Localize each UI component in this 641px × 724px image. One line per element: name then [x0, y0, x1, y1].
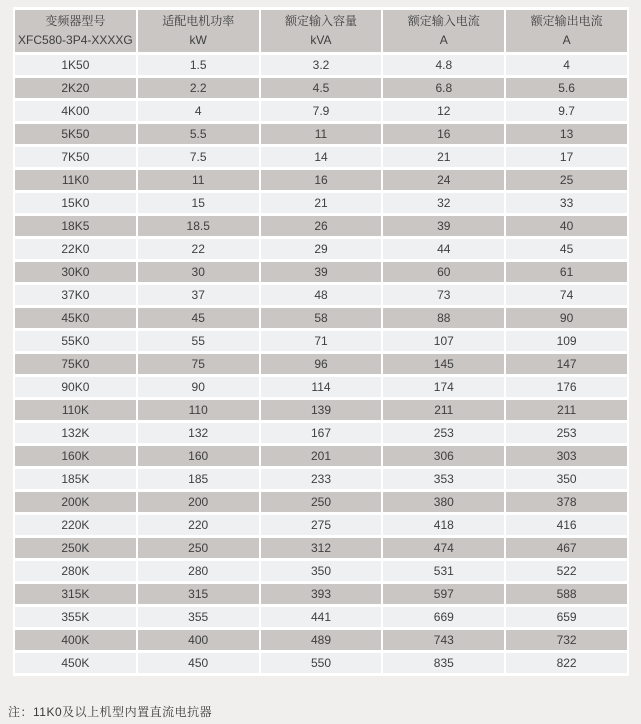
value-cell: 160 [138, 446, 259, 466]
value-cell: 474 [383, 538, 504, 558]
column-header [261, 10, 382, 52]
value-cell: 25 [506, 170, 627, 190]
value-cell: 75 [138, 354, 259, 374]
table-row [15, 285, 627, 305]
column-title: 适配电机功率 [162, 14, 235, 28]
value-cell: 211 [383, 400, 504, 420]
table-row [15, 515, 627, 535]
value-cell: 306 [383, 446, 504, 466]
model-cell: 15K0 [15, 193, 136, 213]
value-cell: 7.9 [261, 101, 382, 121]
column-title: 额定输入容量 [284, 14, 357, 28]
table-row [15, 446, 627, 466]
value-cell: 12 [383, 101, 504, 121]
footnote: 注：11K0及以上机型内置直流电抗器 [8, 705, 213, 719]
value-cell: 588 [506, 584, 627, 604]
value-cell: 39 [383, 216, 504, 236]
table-row [15, 331, 627, 351]
model-cell: 1K50 [15, 55, 136, 75]
column-header [15, 10, 136, 52]
model-cell: 37K0 [15, 285, 136, 305]
value-cell: 21 [261, 193, 382, 213]
value-cell: 522 [506, 561, 627, 581]
value-cell: 55 [138, 331, 259, 351]
value-cell: 44 [383, 239, 504, 259]
value-cell: 17 [506, 147, 627, 167]
value-cell: 659 [506, 607, 627, 627]
table-row [15, 262, 627, 282]
column-title: 额定输入电流 [407, 14, 480, 28]
model-cell: 280K [15, 561, 136, 581]
column-unit: XFC580-3P4-XXXXG [18, 33, 133, 47]
table-row [15, 193, 627, 213]
column-unit: A [562, 33, 571, 47]
value-cell: 531 [383, 561, 504, 581]
value-cell: 90 [506, 308, 627, 328]
table-row [15, 55, 627, 75]
value-cell: 58 [261, 308, 382, 328]
value-cell: 315 [138, 584, 259, 604]
value-cell: 355 [138, 607, 259, 627]
value-cell: 40 [506, 216, 627, 236]
model-cell: 45K0 [15, 308, 136, 328]
table-body [15, 55, 627, 673]
table-row [15, 308, 627, 328]
value-cell: 16 [261, 170, 382, 190]
value-cell: 835 [383, 653, 504, 673]
table-row [15, 607, 627, 627]
value-cell: 45 [506, 239, 627, 259]
value-cell: 174 [383, 377, 504, 397]
table-header [15, 10, 627, 52]
value-cell: 71 [261, 331, 382, 351]
value-cell: 30 [138, 262, 259, 282]
model-cell: 250K [15, 538, 136, 558]
value-cell: 550 [261, 653, 382, 673]
value-cell: 400 [138, 630, 259, 650]
value-cell: 96 [261, 354, 382, 374]
table-row [15, 239, 627, 259]
value-cell: 275 [261, 515, 382, 535]
value-cell: 220 [138, 515, 259, 535]
value-cell: 132 [138, 423, 259, 443]
column-header [383, 10, 504, 52]
value-cell: 110 [138, 400, 259, 420]
value-cell: 200 [138, 492, 259, 512]
value-cell: 6.8 [383, 78, 504, 98]
model-cell: 22K0 [15, 239, 136, 259]
model-cell: 315K [15, 584, 136, 604]
value-cell: 303 [506, 446, 627, 466]
table-row [15, 101, 627, 121]
model-cell: 220K [15, 515, 136, 535]
value-cell: 13 [506, 124, 627, 144]
value-cell: 597 [383, 584, 504, 604]
value-cell: 5.5 [138, 124, 259, 144]
value-cell: 107 [383, 331, 504, 351]
table-row [15, 124, 627, 144]
model-cell: 132K [15, 423, 136, 443]
model-cell: 185K [15, 469, 136, 489]
model-cell: 4K00 [15, 101, 136, 121]
value-cell: 139 [261, 400, 382, 420]
value-cell: 250 [261, 492, 382, 512]
value-cell: 312 [261, 538, 382, 558]
model-cell: 75K0 [15, 354, 136, 374]
inverter-spec-table [13, 7, 629, 676]
column-header [138, 10, 259, 52]
value-cell: 16 [383, 124, 504, 144]
value-cell: 353 [383, 469, 504, 489]
value-cell: 90 [138, 377, 259, 397]
model-cell: 5K50 [15, 124, 136, 144]
value-cell: 253 [383, 423, 504, 443]
value-cell: 145 [383, 354, 504, 374]
value-cell: 4 [506, 55, 627, 75]
model-cell: 2K20 [15, 78, 136, 98]
value-cell: 380 [383, 492, 504, 512]
value-cell: 37 [138, 285, 259, 305]
value-cell: 176 [506, 377, 627, 397]
value-cell: 11 [138, 170, 259, 190]
value-cell: 201 [261, 446, 382, 466]
value-cell: 9.7 [506, 101, 627, 121]
table-row [15, 630, 627, 650]
header-row [15, 10, 627, 52]
value-cell: 393 [261, 584, 382, 604]
value-cell: 5.6 [506, 78, 627, 98]
table-row [15, 561, 627, 581]
value-cell: 32 [383, 193, 504, 213]
value-cell: 39 [261, 262, 382, 282]
table-row [15, 147, 627, 167]
value-cell: 743 [383, 630, 504, 650]
value-cell: 378 [506, 492, 627, 512]
value-cell: 489 [261, 630, 382, 650]
value-cell: 45 [138, 308, 259, 328]
value-cell: 732 [506, 630, 627, 650]
value-cell: 21 [383, 147, 504, 167]
model-cell: 90K0 [15, 377, 136, 397]
model-cell: 18K5 [15, 216, 136, 236]
model-cell: 450K [15, 653, 136, 673]
value-cell: 3.2 [261, 55, 382, 75]
value-cell: 418 [383, 515, 504, 535]
value-cell: 441 [261, 607, 382, 627]
value-cell: 4.5 [261, 78, 382, 98]
value-cell: 29 [261, 239, 382, 259]
table-row [15, 469, 627, 489]
value-cell: 211 [506, 400, 627, 420]
value-cell: 1.5 [138, 55, 259, 75]
model-cell: 400K [15, 630, 136, 650]
value-cell: 2.2 [138, 78, 259, 98]
table-row [15, 584, 627, 604]
column-header [506, 10, 627, 52]
value-cell: 48 [261, 285, 382, 305]
value-cell: 253 [506, 423, 627, 443]
value-cell: 416 [506, 515, 627, 535]
value-cell: 350 [506, 469, 627, 489]
value-cell: 280 [138, 561, 259, 581]
table-row [15, 423, 627, 443]
table-row [15, 492, 627, 512]
table-row [15, 354, 627, 374]
model-cell: 7K50 [15, 147, 136, 167]
value-cell: 350 [261, 561, 382, 581]
column-unit: kW [189, 33, 207, 47]
value-cell: 88 [383, 308, 504, 328]
value-cell: 109 [506, 331, 627, 351]
value-cell: 450 [138, 653, 259, 673]
table-row [15, 170, 627, 190]
value-cell: 11 [261, 124, 382, 144]
value-cell: 467 [506, 538, 627, 558]
model-cell: 160K [15, 446, 136, 466]
value-cell: 14 [261, 147, 382, 167]
table-row [15, 377, 627, 397]
value-cell: 61 [506, 262, 627, 282]
table-row [15, 216, 627, 236]
model-cell: 11K0 [15, 170, 136, 190]
value-cell: 60 [383, 262, 504, 282]
model-cell: 200K [15, 492, 136, 512]
value-cell: 74 [506, 285, 627, 305]
table-row [15, 653, 627, 673]
table-row [15, 78, 627, 98]
model-cell: 55K0 [15, 331, 136, 351]
table-row [15, 538, 627, 558]
value-cell: 147 [506, 354, 627, 374]
column-unit: kVA [310, 33, 332, 47]
value-cell: 167 [261, 423, 382, 443]
column-unit: A [439, 33, 448, 47]
value-cell: 250 [138, 538, 259, 558]
value-cell: 7.5 [138, 147, 259, 167]
table-row [15, 400, 627, 420]
value-cell: 22 [138, 239, 259, 259]
value-cell: 26 [261, 216, 382, 236]
column-title: 额定输出电流 [530, 14, 603, 28]
value-cell: 4 [138, 101, 259, 121]
model-cell: 355K [15, 607, 136, 627]
value-cell: 24 [383, 170, 504, 190]
model-cell: 110K [15, 400, 136, 420]
model-cell: 30K0 [15, 262, 136, 282]
column-title: 变频器型号 [45, 14, 106, 28]
value-cell: 18.5 [138, 216, 259, 236]
value-cell: 114 [261, 377, 382, 397]
value-cell: 185 [138, 469, 259, 489]
value-cell: 33 [506, 193, 627, 213]
value-cell: 4.8 [383, 55, 504, 75]
value-cell: 822 [506, 653, 627, 673]
value-cell: 73 [383, 285, 504, 305]
value-cell: 669 [383, 607, 504, 627]
value-cell: 233 [261, 469, 382, 489]
value-cell: 15 [138, 193, 259, 213]
